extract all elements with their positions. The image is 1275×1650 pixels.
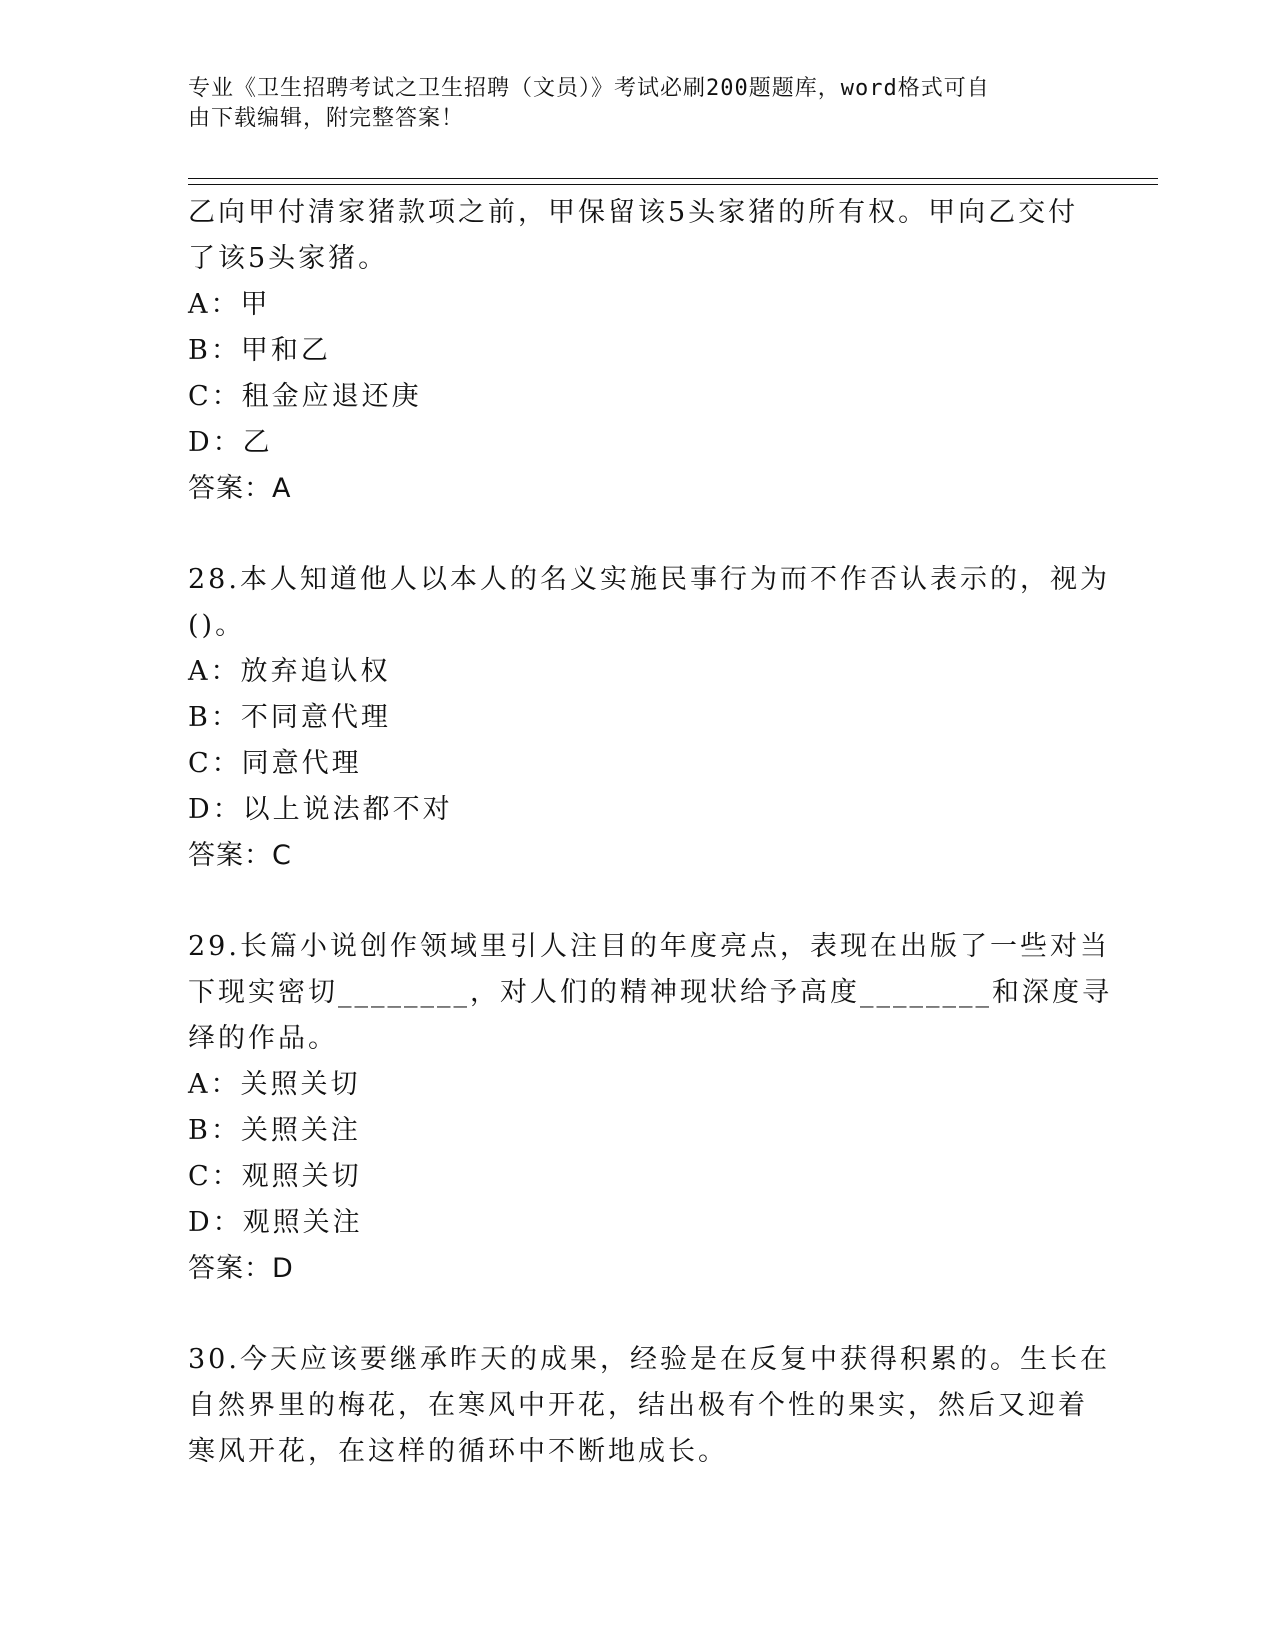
option-c: C：同意代理 — [188, 748, 362, 779]
answer-line: 答案：D — [188, 1253, 294, 1284]
question-28 — [188, 557, 1110, 879]
document-body — [188, 190, 1112, 1475]
spacer — [188, 879, 1088, 924]
option-d: D：以上说法都不对 — [188, 794, 453, 825]
option-a: A：甲 — [188, 289, 271, 320]
question-stem-line: 乙向甲付清家猪款项之前，甲保留该5头家猪的所有权。甲向乙交付 — [188, 197, 1079, 228]
option-d: D：乙 — [188, 427, 273, 458]
question-27 — [188, 190, 1088, 512]
answer-line: 答案：C — [188, 840, 292, 871]
document-header — [188, 74, 1068, 134]
question-stem-line: ()。 — [188, 610, 246, 641]
header-line-1: 专业《卫生招聘考试之卫生招聘（文员）》考试必刷200题题库，word格式可自 — [188, 76, 990, 101]
question-stem-line: 下现实密切________，对人们的精神现状给予高度________和深度寻 — [188, 977, 1112, 1008]
option-b: B：甲和乙 — [188, 335, 331, 366]
option-b: B：关照关注 — [188, 1115, 361, 1146]
option-c: C：租金应退还庚 — [188, 381, 422, 412]
question-stem-line: 了该5头家猪。 — [188, 243, 389, 274]
question-stem-line: 自然界里的梅花，在寒风中开花，结出极有个性的果实，然后又迎着 — [188, 1390, 1088, 1421]
question-stem-line: 29.长篇小说创作领域里引人注目的年度亮点，表现在出版了一些对当 — [188, 931, 1110, 962]
option-a: A：关照关切 — [188, 1069, 361, 1100]
option-a: A：放弃追认权 — [188, 656, 391, 687]
header-divider-top — [188, 178, 1158, 179]
option-d: D：观照关注 — [188, 1207, 363, 1238]
question-stem-line: 绎的作品。 — [188, 1023, 338, 1054]
spacer — [188, 1292, 1088, 1337]
option-b: B：不同意代理 — [188, 702, 391, 733]
header-line-2: 由下载编辑，附完整答案！ — [188, 106, 465, 131]
header-divider-bottom — [188, 184, 1158, 185]
question-29 — [188, 924, 1112, 1292]
question-stem-line: 30.今天应该要继承昨天的成果，经验是在反复中获得积累的。生长在 — [188, 1344, 1110, 1375]
spacer — [188, 512, 1088, 557]
option-c: C：观照关切 — [188, 1161, 362, 1192]
question-30 — [188, 1337, 1110, 1475]
question-stem-line: 寒风开花，在这样的循环中不断地成长。 — [188, 1436, 728, 1467]
answer-line: 答案：A — [188, 473, 292, 504]
question-stem-line: 28.本人知道他人以本人的名义实施民事行为而不作否认表示的，视为 — [188, 564, 1110, 595]
